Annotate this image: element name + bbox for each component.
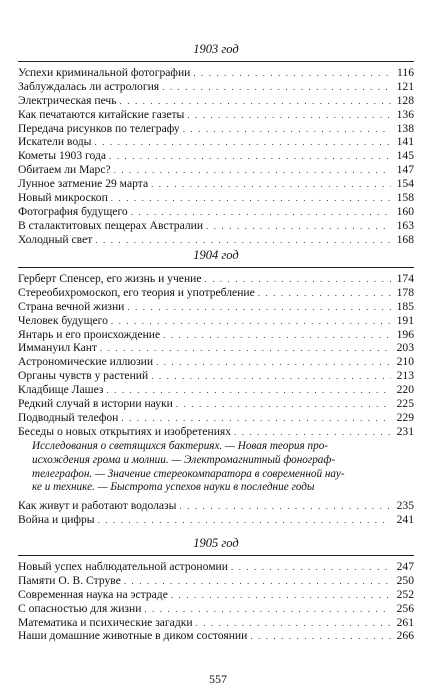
toc-entry <box>18 574 414 588</box>
toc-entry <box>18 205 414 219</box>
dot-leader <box>187 109 391 123</box>
section-1904 <box>18 248 414 527</box>
toc-entry <box>18 397 414 411</box>
entry-title: Астрономические иллюзии <box>18 355 154 369</box>
dot-leader <box>111 315 391 329</box>
entry-page-number: 266 <box>396 629 414 643</box>
dot-leader <box>95 234 391 248</box>
entry-title: В сталактитовых пещерах Австралии <box>18 218 204 232</box>
entry-title: Подводный телефон <box>18 410 119 424</box>
toc-entry <box>18 80 414 94</box>
dot-leader <box>100 342 391 356</box>
entry-title: Кометы 1903 года <box>18 149 107 163</box>
toc-entry <box>18 383 414 397</box>
entry-page-number: 250 <box>396 573 414 587</box>
dot-leader <box>206 220 391 234</box>
toc-entry <box>18 328 414 342</box>
entry-page-number: 256 <box>396 601 414 615</box>
entry-page-number: 121 <box>396 79 414 93</box>
dot-leader <box>111 192 391 206</box>
toc-entry <box>18 149 414 163</box>
entry-page-number: 154 <box>396 177 414 191</box>
entry-title: Как печатаются китайские газеты <box>18 107 185 121</box>
entry-title: Лунное затмение 29 марта <box>18 177 149 191</box>
toc-entry <box>18 94 414 108</box>
dot-leader <box>183 123 391 137</box>
entry-page-number: 168 <box>396 232 414 246</box>
entry-page-number: 241 <box>396 513 414 527</box>
entry-page-number: 136 <box>396 107 414 121</box>
dot-leader <box>171 589 391 603</box>
dot-leader <box>124 575 391 589</box>
entry-list <box>18 560 414 643</box>
entry-title: Фотография будущего <box>18 204 128 218</box>
entry-title: Янтарь и его происхождение <box>18 327 161 341</box>
toc-entry <box>18 300 414 314</box>
toc-entry <box>18 602 414 616</box>
entry-page-number: 141 <box>396 135 414 149</box>
annotation-line: телеграфон. — Значение стереокомпаратора в современной нау- <box>32 467 345 480</box>
toc-entry <box>18 411 414 425</box>
entry-title: Стереобихромоскоп, его теория и употребление <box>18 285 255 299</box>
entry-title: Новый микроскоп <box>18 191 108 205</box>
entry-title: Как живут и работают водолазы <box>18 499 177 513</box>
entry-title: Новый успех наблюдательной астрономии <box>18 560 228 573</box>
entry-page-number: 174 <box>396 272 414 285</box>
toc-entry <box>18 191 414 205</box>
entry-title: Обитаем ли Марс? <box>18 163 111 177</box>
dot-leader <box>193 67 391 81</box>
toc-entry <box>18 286 414 300</box>
toc-entry <box>18 163 414 177</box>
entry-page-number: 145 <box>396 149 414 163</box>
dot-leader <box>196 617 391 631</box>
entry-title: Современная наука на эстраде <box>18 587 168 601</box>
entry-page-number: 225 <box>396 397 414 411</box>
entry-page-number: 261 <box>396 615 414 629</box>
dot-leader <box>176 398 391 412</box>
entry-title: Холодный свет <box>18 232 93 246</box>
entry-list <box>18 272 414 439</box>
section-year-heading: 1903 год <box>193 42 239 56</box>
toc-entry <box>18 560 414 574</box>
toc-entry <box>18 588 414 602</box>
entry-title: Беседы о новых открытиях и изобретениях <box>18 424 232 438</box>
toc-entry <box>18 122 414 136</box>
entry-title: Человек будущего <box>18 313 108 327</box>
annotation-line: ке и технике. — Быстрота успехов науки в последние годы <box>32 481 315 494</box>
entry-page-number: 235 <box>396 499 414 513</box>
dot-leader <box>231 561 391 575</box>
toc-entry <box>18 314 414 328</box>
dot-leader <box>258 287 391 301</box>
toc-entry <box>18 499 414 513</box>
entry-page-number: 213 <box>396 369 414 383</box>
entry-title: Редкий случай в истории науки <box>18 397 173 411</box>
entry-page-number: 220 <box>396 383 414 397</box>
toc-entry <box>18 135 414 149</box>
entry-title: Органы чувств у растений <box>18 369 149 383</box>
toc-entry <box>18 177 414 191</box>
toc-entry <box>18 219 414 233</box>
dot-leader <box>156 356 391 370</box>
dot-leader <box>151 178 391 192</box>
entry-list <box>18 499 414 527</box>
annotation-line: Исследования о светящихся бактериях. — Новая теория про- <box>32 439 329 452</box>
section-divider <box>18 555 414 556</box>
dot-leader <box>127 301 391 315</box>
entry-title: Война и цифры <box>18 513 95 527</box>
entry-title: Успехи криминальной фотографии <box>18 66 191 79</box>
entry-page-number: 229 <box>396 410 414 424</box>
dot-leader <box>94 136 391 150</box>
entry-page-number: 160 <box>396 204 414 218</box>
toc-entry <box>18 108 414 122</box>
dot-leader <box>98 514 391 528</box>
entry-page-number: 128 <box>396 93 414 107</box>
entry-page-number: 231 <box>396 424 414 438</box>
entry-page-number: 158 <box>396 191 414 205</box>
toc-entry <box>18 369 414 383</box>
entry-page-number: 196 <box>396 327 414 341</box>
entry-page-number: 147 <box>396 163 414 177</box>
dot-leader <box>120 95 391 109</box>
section-1905 <box>18 536 414 643</box>
dot-leader <box>205 273 391 287</box>
section-divider <box>18 61 414 62</box>
entry-page-number: 203 <box>396 341 414 355</box>
dot-leader <box>114 164 391 178</box>
dot-leader <box>131 206 391 220</box>
entry-title: Кладбище Лашез <box>18 383 104 397</box>
dot-leader <box>151 370 391 384</box>
toc-entry <box>18 616 414 630</box>
entry-page-number: 163 <box>396 218 414 232</box>
dot-leader <box>234 426 391 440</box>
entry-title: Электрическая печь <box>18 93 117 107</box>
section-year-heading: 1905 год <box>193 536 239 550</box>
entry-page-number: 116 <box>397 66 414 79</box>
dot-leader <box>163 329 391 343</box>
entry-page-number: 210 <box>396 355 414 369</box>
entry-annotation <box>18 440 414 496</box>
entry-title: Наши домашние животные в диком состоянии <box>18 629 248 643</box>
dot-leader <box>179 500 391 514</box>
toc-entry <box>18 233 414 247</box>
toc-entry <box>18 272 414 286</box>
entry-title: Искатели воды <box>18 135 92 149</box>
section-1903 <box>18 42 414 247</box>
entry-page-number: 191 <box>396 313 414 327</box>
section-year-heading: 1904 год <box>193 248 239 262</box>
page-number: 557 <box>209 672 227 686</box>
dot-leader <box>250 630 391 644</box>
toc-entry <box>18 355 414 369</box>
toc-entry <box>18 341 414 355</box>
entry-title: Страна вечной жизни <box>18 299 125 313</box>
section-divider <box>18 267 414 268</box>
entry-page-number: 185 <box>396 299 414 313</box>
entry-page-number: 247 <box>396 560 414 573</box>
annotation-line: исхождения грома и молнии. — Электромагнитный фонограф- <box>32 453 336 466</box>
dot-leader <box>109 150 391 164</box>
toc-entry <box>18 629 414 643</box>
dot-leader <box>121 412 391 426</box>
toc-entry <box>18 425 414 439</box>
entry-title: Заблуждалась ли астрология <box>18 79 160 93</box>
entry-title: Математика и психические загадки <box>18 615 193 629</box>
toc-entry <box>18 66 414 80</box>
toc-entry <box>18 513 414 527</box>
entry-page-number: 178 <box>396 285 414 299</box>
dot-leader <box>162 81 391 95</box>
entry-title: Передача рисунков по телеграфу <box>18 121 180 135</box>
entry-title: С опасностью для жизни <box>18 601 142 615</box>
entry-list <box>18 66 414 247</box>
dot-leader <box>106 384 391 398</box>
entry-page-number: 252 <box>396 587 414 601</box>
dot-leader <box>144 603 391 617</box>
entry-title: Иммануил Кант <box>18 341 97 355</box>
entry-title: Памяти О. В. Струве <box>18 573 121 587</box>
entry-page-number: 138 <box>396 121 414 135</box>
entry-title: Герберт Спенсер, его жизнь и учение <box>18 272 202 285</box>
